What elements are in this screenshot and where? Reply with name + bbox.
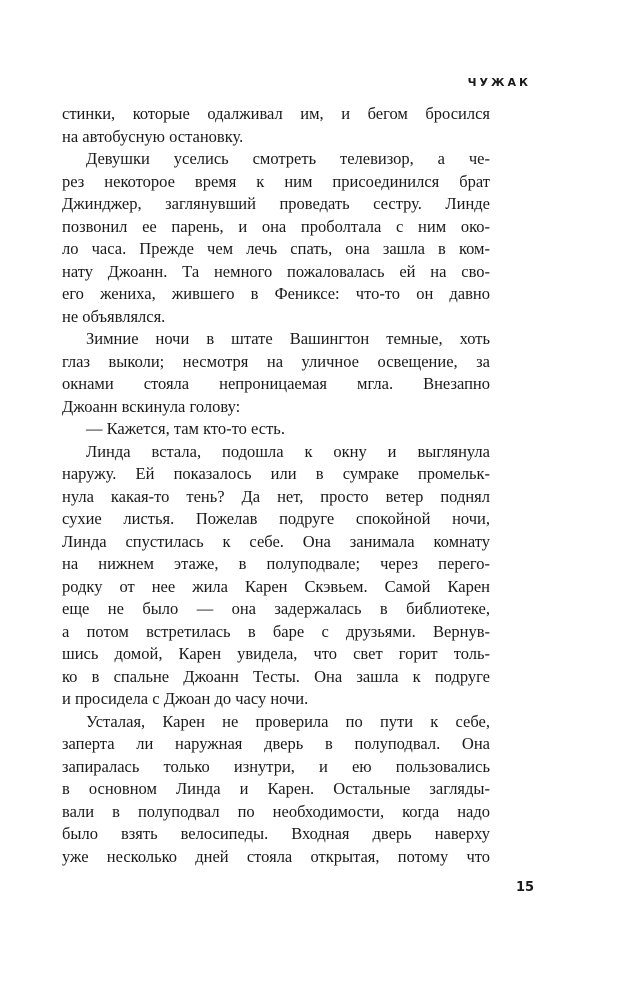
text-line: Зимние ночи в штате Вашингтон темные, хоть [86,329,490,348]
text-line: — Кажется, там кто-то есть. [86,419,285,438]
body-text [62,103,490,868]
text-line: заперта ли наружная дверь в полуподвал. Она [62,734,490,753]
text-line: позвонил ее парень, и она проболтала с ним око- [62,216,490,236]
text-line: нула какая-то тень? Да нет, просто ветер поднял [62,486,490,506]
text-line: ко в спальне Джоанн Тесты. Она зашла к подруге [62,666,490,686]
text-line: Линда встала, подошла к окну и выглянула [86,441,490,461]
text-line: рез некоторое время к ним присоединился брат [62,171,490,191]
text-line: на автобусную остановку. [62,126,244,146]
text-line: стинки, которые одалживал им, и бегом бросился [62,104,490,123]
text-line: было взять велосипеды. Входная дверь наверху [62,824,490,843]
text-line: окнами стояла непроницаемая мгла. Внезапно [62,374,490,393]
text-line: Усталая, Карен не проверила по пути к себе, [86,711,490,731]
text-line: в основном Линда и Карен. Остальные загляды- [62,779,490,798]
text-line: уже несколько дней стояла открытая, потому что [62,846,490,866]
text-line: ло часа. Прежде чем лечь спать, она зашла в ком- [62,239,490,258]
text-line: его жениха, жившего в Фениксе: что-то он давно [62,284,490,303]
page-number: 15 [516,880,535,895]
text-line: вали в полуподвал по необходимости, когда надо [62,801,490,821]
text-line: еще не было — она задержалась в библиотеке, [62,599,490,618]
text-line: глаз выколи; несмотря на уличное освещение, за [62,351,490,371]
text-line: нату Джоанн. Та немного пожаловалась ей на сво- [62,261,490,281]
running-title: ЧУЖАК [467,76,531,89]
text-line: родку от нее жила Карен Скэвьем. Самой Карен [62,576,490,596]
text-line: Девушки уселись смотреть телевизор, а че- [86,149,490,168]
text-line: не объявлялся. [62,306,166,326]
text-line: шись домой, Карен увидела, что свет горит толь- [62,644,490,663]
text-line: а потом встретилась в баре с друзьями. Вернув- [62,621,490,641]
text-line: и просидела с Джоан до часу ночи. [62,689,309,708]
text-line: Линда спустилась к себе. Она занимала комнату [62,531,490,551]
text-line: наружу. Ей показалось или в сумраке промельк- [62,464,490,483]
text-line: сухие листья. Пожелав подруге спокойной ночи, [62,509,490,528]
text-line: на нижнем этаже, в полуподвале; через перего- [62,554,490,573]
text-line: Джинджер, заглянувший проведать сестру. Линде [62,194,490,213]
text-line: Джоанн вскинула голову: [62,396,241,416]
text-line: запиралась только изнутри, и ею пользовались [62,756,490,776]
